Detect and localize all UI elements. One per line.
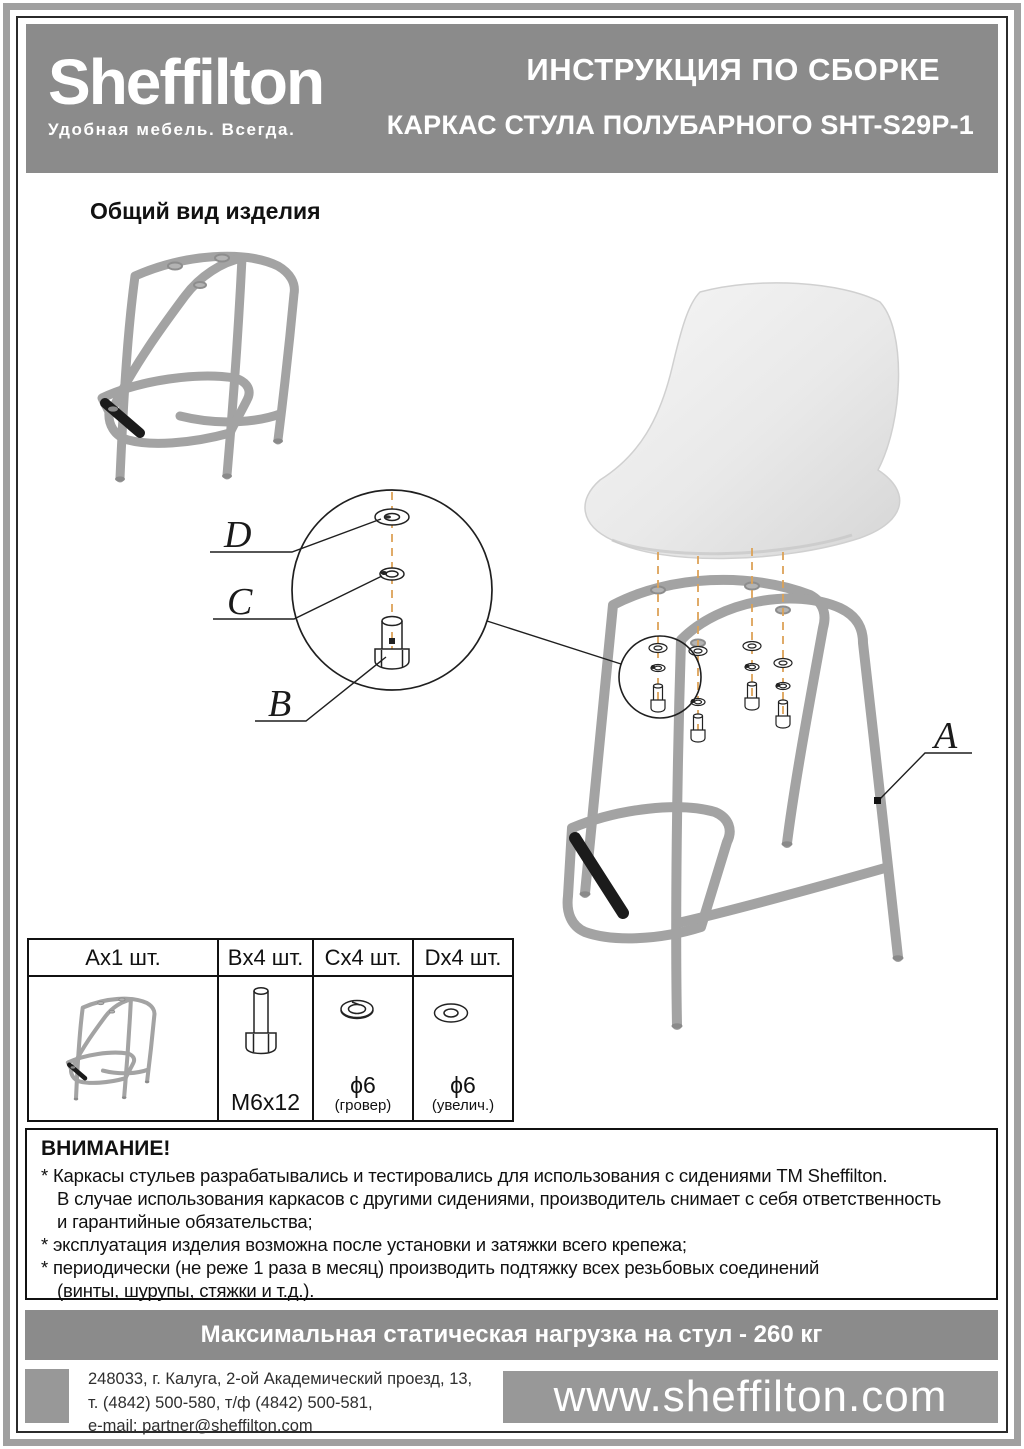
brand-block bbox=[48, 46, 324, 140]
parts-col-b-cell bbox=[217, 977, 312, 1120]
footer-email-line: e-mail: partner@sheffilton.com bbox=[88, 1417, 313, 1435]
parts-col-a-cell bbox=[29, 977, 217, 1120]
brand-logo: Sheffilton bbox=[48, 46, 324, 118]
warning-line: (винты, шурупы, стяжки и т.д.). bbox=[57, 1280, 315, 1301]
part-leader-lines bbox=[210, 519, 386, 721]
seat-shell-drawing bbox=[585, 283, 900, 559]
warning-box bbox=[25, 1128, 998, 1300]
footrest-pad bbox=[575, 838, 623, 913]
warning-line: * Каркасы стульев разрабатывались и тестировались для использования с сидениями ТМ Sheffilton. bbox=[41, 1165, 888, 1186]
warning-title: ВНИМАНИЕ! bbox=[41, 1137, 171, 1160]
washer-type-label: (увелич.) bbox=[431, 1097, 495, 1114]
header bbox=[26, 24, 998, 173]
part-label-a: A bbox=[934, 715, 958, 757]
lock-washer-icon bbox=[380, 568, 404, 580]
parts-col-c-header: Cx4 шт. bbox=[312, 940, 412, 977]
parts-col-d-header: Dx4 шт. bbox=[412, 940, 512, 977]
parts-col-b-header: Bx4 шт. bbox=[217, 940, 312, 977]
footer-address-line: т. (4842) 500-580, т/ф (4842) 500-581, bbox=[88, 1393, 373, 1412]
section-title-overview: Общий вид изделия bbox=[90, 198, 321, 224]
bolt-size-label: M6x12 bbox=[230, 1089, 301, 1115]
lock-washer-size-label: ϕ6 bbox=[350, 1072, 376, 1098]
detail-circle-large bbox=[210, 490, 492, 725]
part-label-d: D bbox=[224, 514, 252, 556]
washer-size-label: ϕ6 bbox=[450, 1072, 476, 1098]
warning-line: * эксплуатация изделия возможна после установки и затяжки всего крепежа; bbox=[41, 1234, 687, 1255]
bolt-icon bbox=[375, 617, 409, 670]
part-label-b: B bbox=[268, 683, 292, 725]
washer-icon bbox=[375, 509, 409, 525]
footer-website: www.sheffilton.com bbox=[503, 1371, 998, 1423]
part-label-c: C bbox=[227, 581, 253, 623]
frame-label-a bbox=[874, 715, 972, 804]
doc-title: ИНСТРУКЦИЯ ПО СБОРКЕ bbox=[526, 52, 940, 87]
frame-exploded-drawing bbox=[568, 580, 904, 1029]
lock-washer-type-label: (гровер) bbox=[334, 1097, 392, 1114]
max-load-banner: Максимальная статическая нагрузка на стул - 260 кг bbox=[25, 1310, 998, 1360]
frame-overview-drawing bbox=[102, 255, 294, 482]
parts-col-d-cell bbox=[412, 977, 512, 1120]
parts-col-a-header: Ax1 шт. bbox=[29, 940, 217, 977]
footer-accent-square bbox=[25, 1369, 69, 1423]
assembly-centerlines bbox=[392, 492, 783, 730]
parts-table bbox=[27, 938, 514, 1122]
parts-col-c-cell bbox=[312, 977, 412, 1120]
doc-subtitle: КАРКАС СТУЛА ПОЛУБАРНОГО SHT-S29P-1 bbox=[386, 110, 974, 140]
warning-line: и гарантийные обязательства; bbox=[57, 1211, 313, 1232]
footer-address bbox=[88, 1368, 472, 1439]
warning-line: * периодически (не реже 1 раза в месяц) производить подтяжку всех резьбовых соединений bbox=[41, 1257, 820, 1278]
detail-circle-small bbox=[619, 636, 701, 718]
warning-line: В случае использования каркасов с другими сидениями, производитель снимает с себя ответственность bbox=[57, 1188, 942, 1209]
detail-leader-line bbox=[487, 621, 621, 664]
brand-tagline: Удобная мебель. Всегда. bbox=[48, 120, 296, 139]
fastener-sets bbox=[649, 642, 792, 743]
footer-address-line: 248033, г. Калуга, 2-ой Академический проезд, 13, bbox=[88, 1370, 473, 1388]
